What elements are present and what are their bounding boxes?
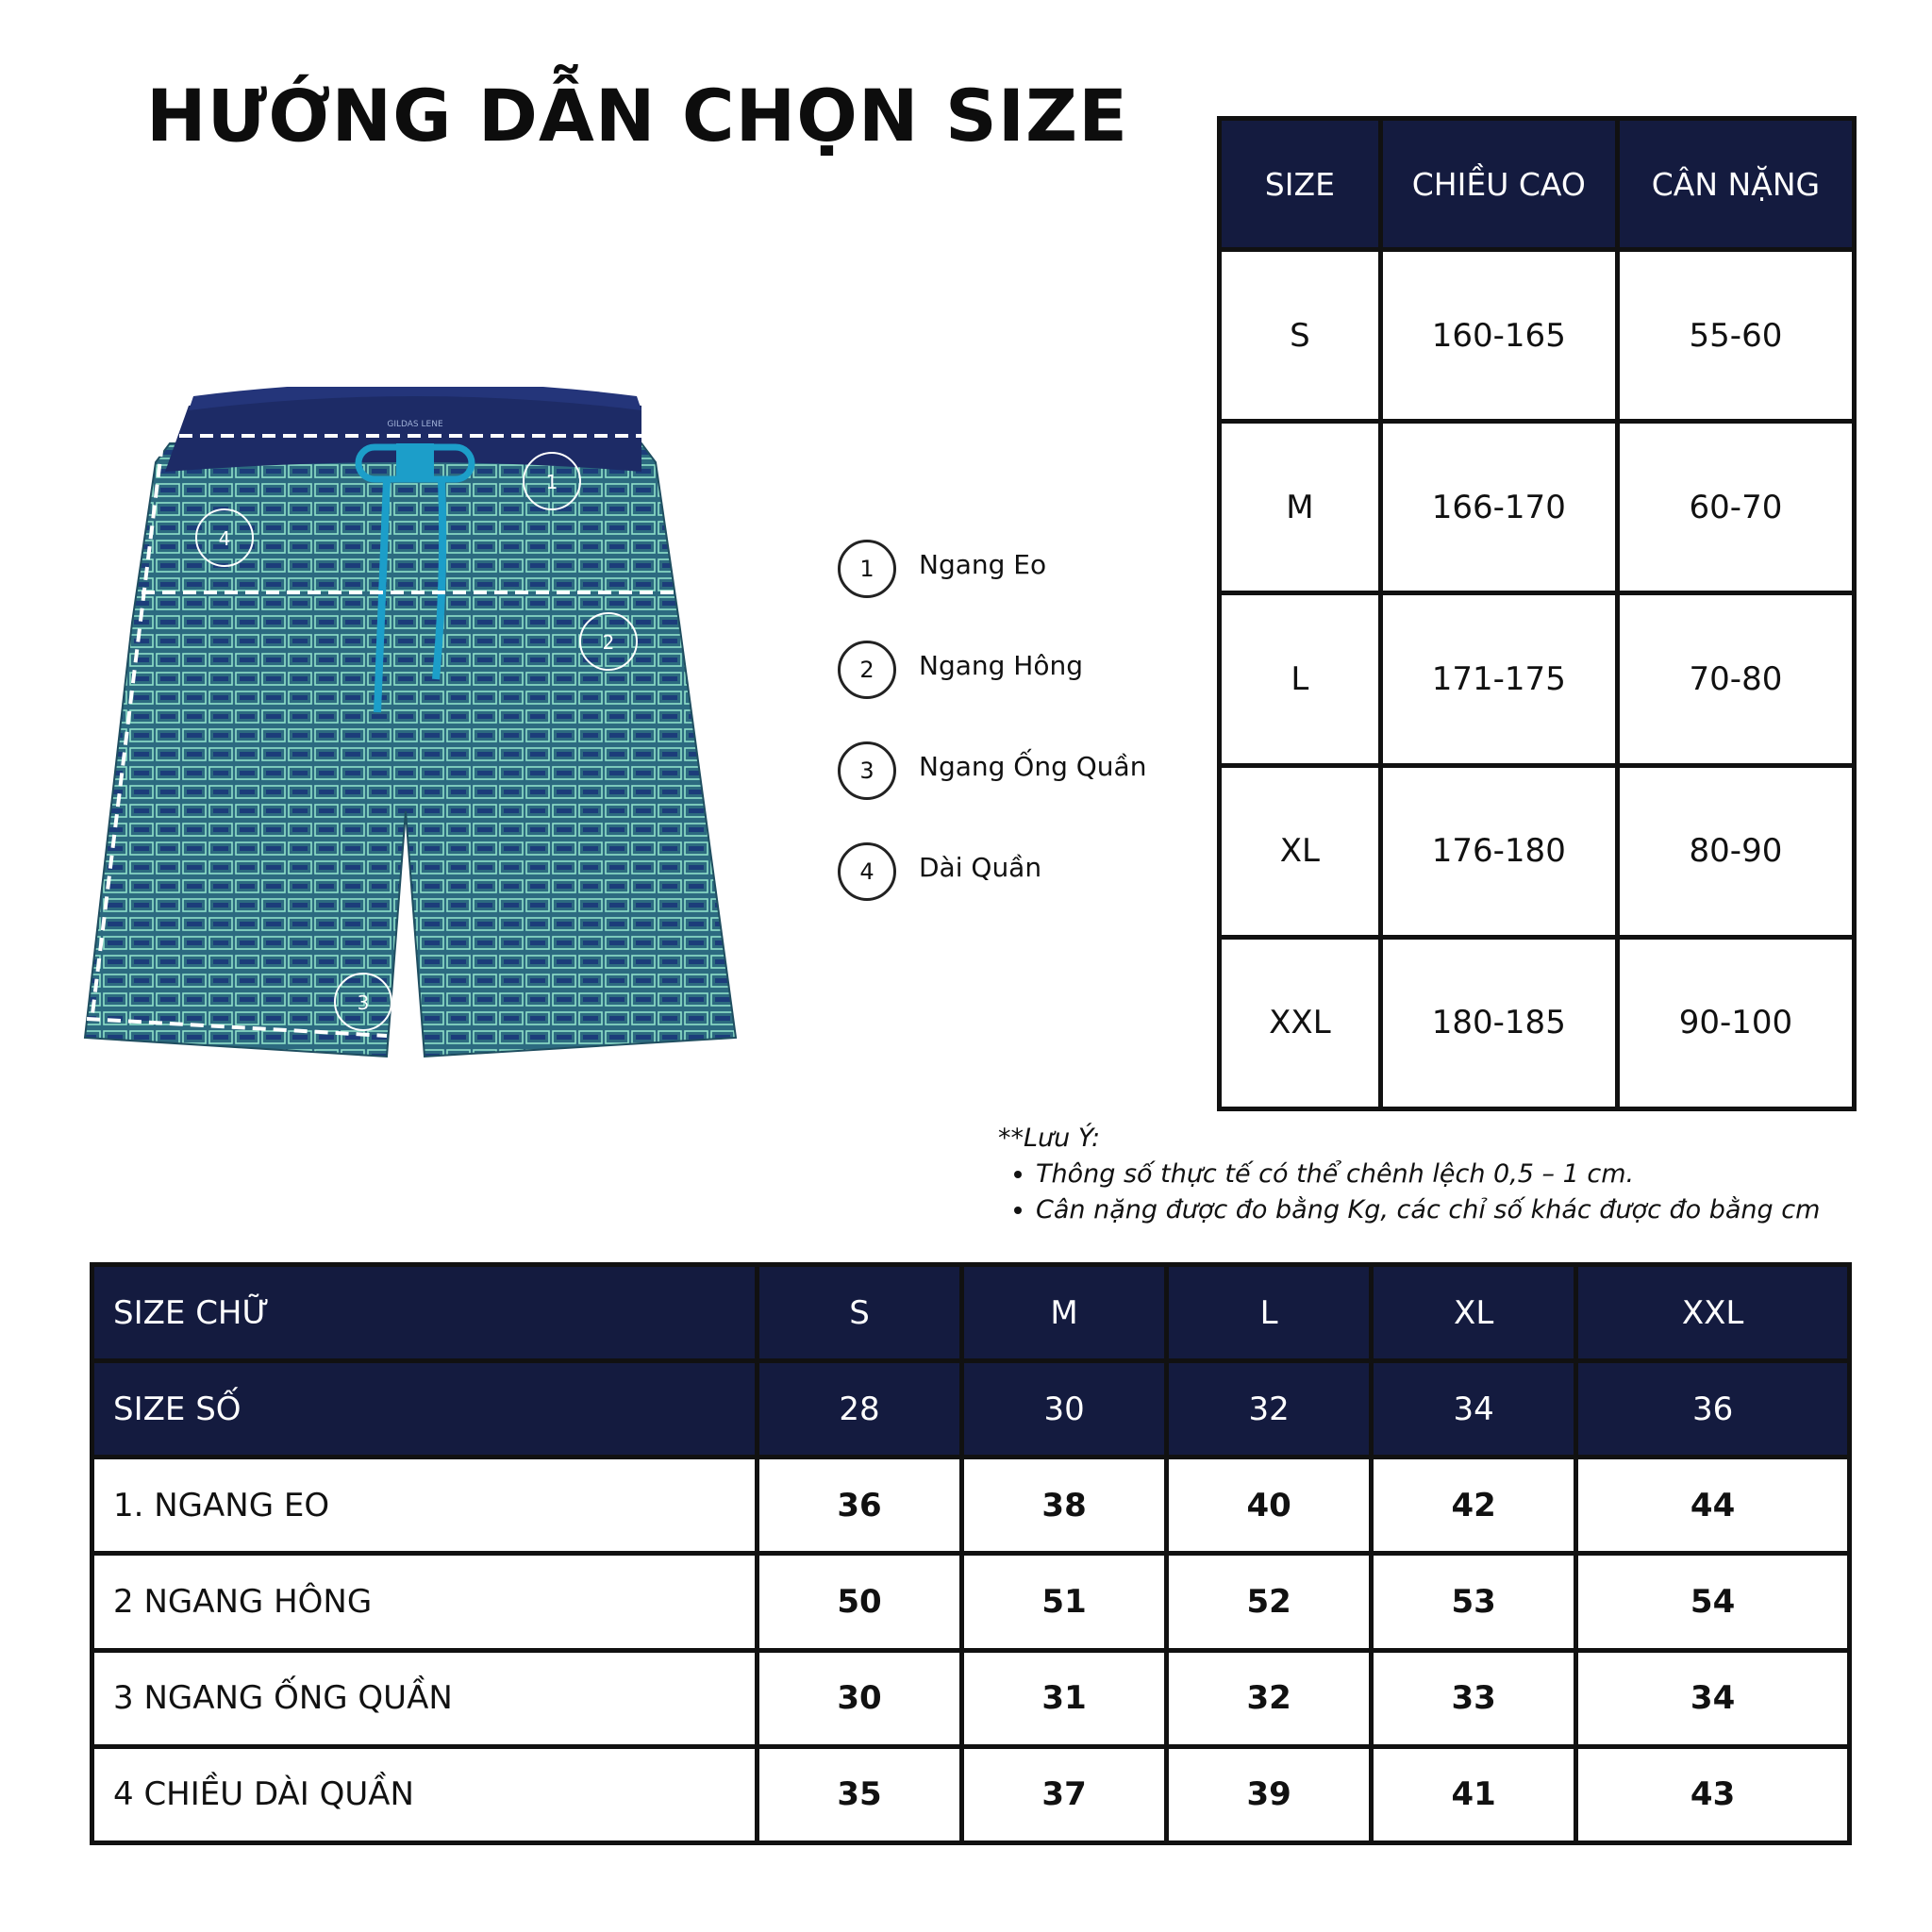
size-letter-row [92, 1265, 1850, 1361]
table-row [92, 1457, 1850, 1554]
row-label: SIZE CHỮ [92, 1265, 758, 1361]
note-item: • Thông số thực tế có thể chênh lệch 0,5 – 1 cm. [1036, 1157, 1820, 1192]
table-cell: 180-185 [1380, 937, 1617, 1108]
table-row [1220, 250, 1855, 422]
legend-label: Ngang Eo [919, 549, 1047, 580]
table-row [1220, 422, 1855, 593]
notes-heading: **Lưu Ý: [998, 1124, 1101, 1153]
notes-block [998, 1121, 1820, 1228]
table-cell: 41 [1372, 1746, 1576, 1842]
marker-2-label: 2 [602, 631, 615, 654]
table-cell: L [1220, 593, 1381, 765]
table-cell: 34 [1576, 1650, 1850, 1746]
table-cell: 80-90 [1617, 765, 1854, 937]
shorts-illustration [75, 387, 755, 1070]
row-label: 3 NGANG ỐNG QUẦN [92, 1650, 758, 1746]
shorts-body [85, 443, 736, 1057]
table-cell: 90-100 [1617, 937, 1854, 1108]
table-cell: 32 [1167, 1361, 1372, 1457]
table-cell: 54 [1576, 1554, 1850, 1650]
table-cell: 39 [1167, 1746, 1372, 1842]
table-cell: XXL [1576, 1265, 1850, 1361]
table-cell: 166-170 [1380, 422, 1617, 593]
table-cell: 28 [758, 1361, 962, 1457]
size-number-row [92, 1361, 1850, 1457]
legend-label: Ngang Hông [919, 650, 1084, 681]
header-height: CHIỀU CAO [1380, 119, 1617, 250]
table-cell: M [1220, 422, 1381, 593]
table-cell: 38 [962, 1457, 1167, 1554]
table-cell: 52 [1167, 1554, 1372, 1650]
row-label: 1. NGANG EO [92, 1457, 758, 1554]
header-weight: CÂN NẶNG [1617, 119, 1854, 250]
table-row [92, 1650, 1850, 1746]
table-cell: 40 [1167, 1457, 1372, 1554]
table-cell: 33 [1372, 1650, 1576, 1746]
table-cell: XXL [1220, 937, 1381, 1108]
table-cell: 51 [962, 1554, 1167, 1650]
row-label: 2 NGANG HÔNG [92, 1554, 758, 1650]
table-cell: L [1167, 1265, 1372, 1361]
table-cell: 35 [758, 1746, 962, 1842]
legend-label: Dài Quần [919, 852, 1042, 883]
legend-number: 4 [838, 842, 896, 901]
table-cell: 176-180 [1380, 765, 1617, 937]
table-row [1220, 937, 1855, 1108]
row-label: SIZE SỐ [92, 1361, 758, 1457]
notes-list [998, 1157, 1820, 1228]
table-cell: 30 [962, 1361, 1167, 1457]
table-cell: 60-70 [1617, 422, 1854, 593]
table-row [92, 1746, 1850, 1842]
table-cell: S [1220, 250, 1381, 422]
row-label: 4 CHIỀU DÀI QUẦN [92, 1746, 758, 1842]
table-cell: 32 [1167, 1650, 1372, 1746]
legend-number: 2 [838, 641, 896, 699]
table-cell: 43 [1576, 1746, 1850, 1842]
table-cell: 44 [1576, 1457, 1850, 1554]
table-cell: 36 [758, 1457, 962, 1554]
table-cell: 36 [1576, 1361, 1850, 1457]
marker-3-label: 3 [357, 991, 370, 1014]
legend-number: 1 [838, 540, 896, 598]
table-cell: 53 [1372, 1554, 1576, 1650]
table-row [92, 1554, 1850, 1650]
table-header-row [1220, 119, 1855, 250]
height-weight-table [1217, 116, 1857, 1111]
table-row [1220, 593, 1855, 765]
table-cell: 31 [962, 1650, 1167, 1746]
header-size: SIZE [1220, 119, 1381, 250]
table-row [1220, 765, 1855, 937]
measurement-table [90, 1262, 1852, 1845]
table-cell: 34 [1372, 1361, 1576, 1457]
page-title: HƯỚNG DẪN CHỌN SIZE [146, 74, 1128, 158]
table-cell: 30 [758, 1650, 962, 1746]
table-cell: XL [1372, 1265, 1576, 1361]
table-cell: 42 [1372, 1457, 1576, 1554]
legend-number: 3 [838, 741, 896, 800]
table-cell: 160-165 [1380, 250, 1617, 422]
table-cell: 37 [962, 1746, 1167, 1842]
table-cell: 55-60 [1617, 250, 1854, 422]
table-cell: XL [1220, 765, 1381, 937]
table-cell: 70-80 [1617, 593, 1854, 765]
note-item: • Cân nặng được đo bằng Kg, các chỉ số khác được đo bằng cm [1036, 1192, 1820, 1228]
marker-1-label: 1 [545, 471, 558, 493]
table-cell: 171-175 [1380, 593, 1617, 765]
legend-label: Ngang Ống Quần [919, 751, 1147, 782]
table-cell: M [962, 1265, 1167, 1361]
table-cell: S [758, 1265, 962, 1361]
table-cell: 50 [758, 1554, 962, 1650]
marker-4-label: 4 [218, 527, 231, 550]
brand-label: GILDAS LENE [387, 420, 443, 429]
